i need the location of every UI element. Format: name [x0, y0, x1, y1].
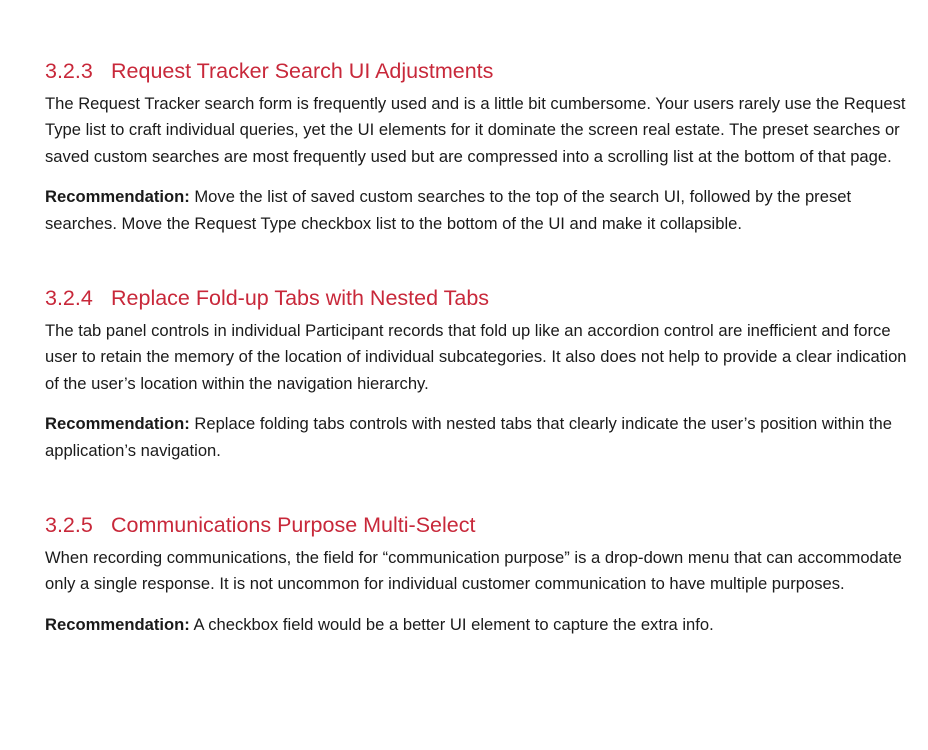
- section-body: The tab panel controls in individual Participant records that fold up like an accordion control are inefficient and force user to retain the memory of the location of individual subcategories. It also does not help to provide a clear indication of the user’s location within the navigation hierarchy.: [45, 321, 907, 393]
- recommendation-label: Recommendation:: [45, 614, 190, 634]
- section-number: 3.2.5: [45, 513, 93, 538]
- section-body: When recording communications, the field for “communication purpose” is a drop-down menu that can accommodate only a single response. It is not uncommon for individual customer communication to have multiple purposes.: [45, 548, 902, 594]
- recommendation: [45, 184, 907, 237]
- section-number: 3.2.4: [45, 286, 93, 311]
- section-heading: [45, 283, 907, 313]
- margin-mark: [0, 178, 2, 186]
- section-title: Communications Purpose Multi-Select: [111, 513, 476, 538]
- recommendation: [45, 612, 907, 638]
- section-heading: [45, 56, 907, 86]
- section-title: Replace Fold-up Tabs with Nested Tabs: [111, 286, 490, 311]
- section-number: 3.2.3: [45, 59, 93, 83]
- recommendation-label: Recommendation:: [45, 414, 190, 434]
- section-heading: [45, 510, 907, 540]
- recommendation: [45, 411, 907, 464]
- section-3-2-5: [45, 510, 907, 638]
- section-3-2-3: [45, 56, 907, 237]
- section-title: Request Tracker Search UI Adjustments: [111, 59, 494, 83]
- recommendation-label: Recommendation:: [45, 187, 190, 207]
- section-3-2-4: [45, 283, 907, 464]
- recommendation-text: Move the list of saved custom searches to the top of the search UI, followed by the preset searches. Move the Request Type checkbox list to the bottom of the UI and make it collapsible.: [45, 187, 852, 233]
- section-body: The Request Tracker search form is frequently used and is a little bit cumbersome. Your users rarely use the Request Type list to craft individual queries, yet the UI elements for it dominate the screen real estate. The preset searches or saved custom searches are most frequently used but are compressed into a scrolling list at the bottom of that page.: [45, 94, 906, 166]
- recommendation-text: Replace folding tabs controls with nested tabs that clearly indicate the user’s position within the application’s navigation.: [45, 414, 893, 460]
- recommendation-text: A checkbox field would be a better UI element to capture the extra info.: [189, 614, 714, 634]
- document-page: [45, 56, 907, 638]
